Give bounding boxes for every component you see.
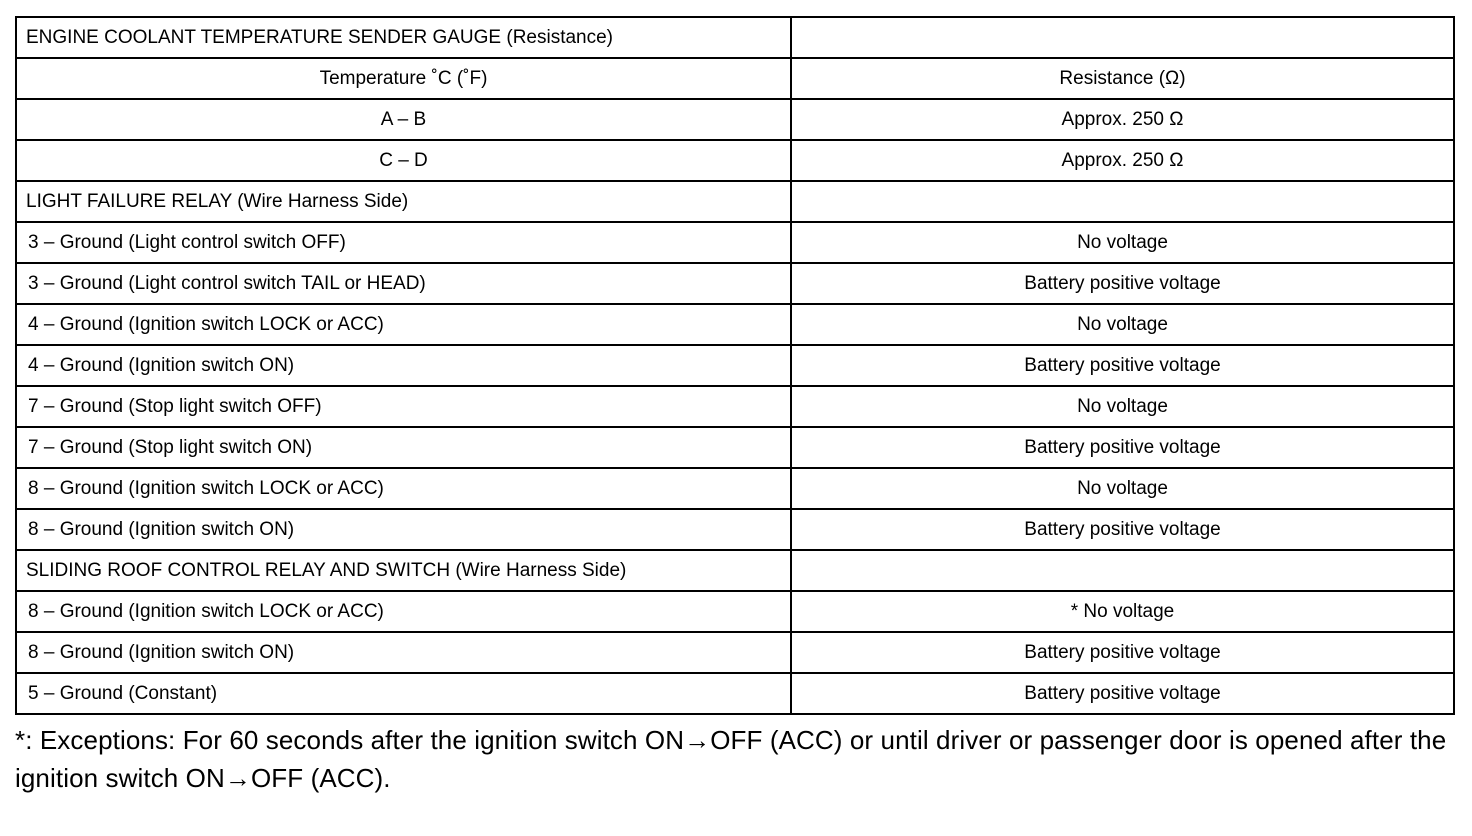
row-condition: 8 – Ground (Ignition switch ON) (16, 509, 791, 550)
section-header-row (16, 550, 1454, 591)
table-row (16, 99, 1454, 140)
table-row (16, 673, 1454, 714)
section-title-empty-cell (791, 17, 1454, 58)
row-value: No voltage (791, 304, 1454, 345)
table-row (16, 222, 1454, 263)
table-row (16, 345, 1454, 386)
section-header-row (16, 181, 1454, 222)
row-value: Battery positive voltage (791, 673, 1454, 714)
column-header-row (16, 58, 1454, 99)
row-condition: 7 – Ground (Stop light switch ON) (16, 427, 791, 468)
row-condition: C – D (16, 140, 791, 181)
section-title-empty-cell (791, 181, 1454, 222)
section-title: SLIDING ROOF CONTROL RELAY AND SWITCH (Wire Harness Side) (16, 550, 791, 591)
row-value: No voltage (791, 222, 1454, 263)
row-value: Approx. 250 Ω (791, 99, 1454, 140)
row-condition: 4 – Ground (Ignition switch ON) (16, 345, 791, 386)
table-row (16, 304, 1454, 345)
table-row (16, 140, 1454, 181)
row-value: No voltage (791, 468, 1454, 509)
row-value: Battery positive voltage (791, 509, 1454, 550)
column-header-temperature: Temperature ˚C (˚F) (16, 58, 791, 99)
table-row (16, 468, 1454, 509)
row-condition: 5 – Ground (Constant) (16, 673, 791, 714)
row-condition: 8 – Ground (Ignition switch LOCK or ACC) (16, 468, 791, 509)
section-header-row (16, 17, 1454, 58)
table-row (16, 386, 1454, 427)
section-title-empty-cell (791, 550, 1454, 591)
spec-table (15, 16, 1455, 715)
row-condition: 4 – Ground (Ignition switch LOCK or ACC) (16, 304, 791, 345)
row-condition: 8 – Ground (Ignition switch LOCK or ACC) (16, 591, 791, 632)
table-row (16, 427, 1454, 468)
row-value: Battery positive voltage (791, 345, 1454, 386)
row-condition: 3 – Ground (Light control switch OFF) (16, 222, 791, 263)
row-condition: A – B (16, 99, 791, 140)
row-value: No voltage (791, 386, 1454, 427)
footnote: *: Exceptions: For 60 seconds after the ignition switch ON→OFF (ACC) or until driver or passenger door is opened after the ignition switch ON→OFF (ACC). (15, 725, 1447, 793)
section-title: ENGINE COOLANT TEMPERATURE SENDER GAUGE (Resistance) (16, 17, 791, 58)
row-condition: 8 – Ground (Ignition switch ON) (16, 632, 791, 673)
section-title: LIGHT FAILURE RELAY (Wire Harness Side) (16, 181, 791, 222)
row-value: * No voltage (791, 591, 1454, 632)
table-row (16, 263, 1454, 304)
row-value: Battery positive voltage (791, 632, 1454, 673)
row-condition: 3 – Ground (Light control switch TAIL or HEAD) (16, 263, 791, 304)
row-condition: 7 – Ground (Stop light switch OFF) (16, 386, 791, 427)
row-value: Battery positive voltage (791, 427, 1454, 468)
spec-document (15, 16, 1453, 797)
row-value: Approx. 250 Ω (791, 140, 1454, 181)
row-value: Battery positive voltage (791, 263, 1454, 304)
table-row (16, 632, 1454, 673)
column-header-resistance: Resistance (Ω) (791, 58, 1454, 99)
table-row (16, 509, 1454, 550)
table-row (16, 591, 1454, 632)
